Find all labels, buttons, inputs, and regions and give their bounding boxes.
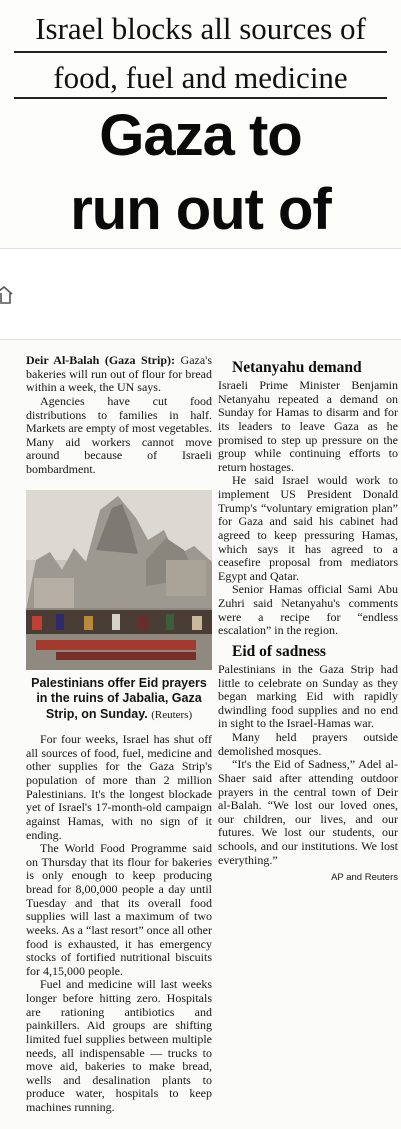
article-paragraph-8: Senior Hamas official Sami Abu Zuhri said Netanyahu's comments were a recipe for “endless escalation” in the region. — [218, 582, 398, 638]
article-paragraph-1 — [26, 354, 212, 395]
article-credit: AP and Reuters — [331, 872, 398, 884]
browser-toolbar — [0, 248, 401, 340]
headline-block — [0, 0, 401, 248]
article-paragraph-11: “It's the Eid of Sadness,” Adel al-Shaer said after attending outdoor prayers in the central town of Deir al-Balah. “We lost our loved ones, our children, our lives, and our futures. We lost our students, our schools, and our institutions. We lost everything.” — [218, 757, 398, 867]
article-column-left — [26, 354, 212, 1115]
article-paragraph-3: For four weeks, Israel has shut off all sources of food, fuel, medicine and other supplies for the Gaza Strip's population of more than 2 million Palestinians. It's the longest blockade yet of Israel's 17-month-old campaign against Hamas, with no sign of it ending. — [26, 732, 212, 842]
article-paragraph-10: Many held prayers outside demolished mosques. — [218, 730, 398, 758]
subhead-eid-of-sadness: Eid of sadness — [232, 642, 326, 660]
article-paragraph-2: Agencies have cut food distributions to families in half. Markets are empty of most vegetables. Many aid workers cannot move around because of Israeli bombardment. — [26, 393, 212, 476]
photo-eid-prayers-ruins — [26, 490, 212, 670]
photo-caption — [26, 676, 212, 724]
kicker-line-2: food, fuel and medicine — [53, 60, 348, 95]
subhead-netanyahu-demand: Netanyahu demand — [232, 359, 362, 376]
main-headline-line-1: Gaza to — [99, 103, 302, 168]
paragraph-text: Gaza's bakeries will run out of flour for bread within a week, the UN says. — [26, 353, 213, 395]
article-paragraph-7: He said Israel would work to implement US President Donald Trump's “voluntary emigration plan” for Gaza and said his cabinet had agreed to keep pressuring Hamas, which says it has agreed to a ceasefire proposal from mediators Egypt and Qatar. — [218, 473, 398, 583]
caption-text: Palestinians offer Eid prayers in the ruins of Jabalia, Gaza Strip, on Sunday. — [31, 675, 207, 721]
article-paragraph-9: Palestinians in the Gaza Strip had little to celebrate on Sunday as they began marking Eid with rapidly dwindling food supplies and no end in sight to the Israel-Hamas war. — [218, 661, 398, 731]
article-paragraph-5: Fuel and medicine will last weeks longer before hitting zero. Hospitals are rationing antibiotics and painkillers. Aid groups are shifting limited fuel supplies between multiple needs, all indispensable — trucks to move aid, bakeries to make bread, wells and desalination plants to produce water, hospitals to keep machines running. — [26, 977, 212, 1114]
home-icon[interactable] — [0, 283, 14, 307]
main-headline-line-2: run out of — [70, 177, 331, 242]
headline-rule-bottom — [14, 97, 387, 99]
kicker-line-1: Israel blocks all sources of — [35, 11, 366, 46]
headline-rule-top — [14, 51, 387, 53]
dateline: Deir Al-Balah (Gaza Strip): — [26, 353, 175, 367]
article-paragraph-6: Israeli Prime Minister Benjamin Netanyahu repeated a demand on Sunday for Hamas to disarm and for its leaders to leave Gaza as he promised to step up pressure on the group while continuing efforts to return hostages. — [218, 378, 398, 474]
article-column-right — [218, 354, 398, 885]
article-paragraph-4: The World Food Programme said on Thursday that its flour for bakeries is only enough to keep producing bread for 8,00,000 people a day until Tuesday and that its overall food supplies will last a maximum of two weeks. As a “last resort” once all other food is exhausted, it has emergency stocks of fortified nutritional biscuits for 4,15,000 people. — [26, 841, 212, 978]
caption-source: (Reuters) — [151, 708, 193, 721]
